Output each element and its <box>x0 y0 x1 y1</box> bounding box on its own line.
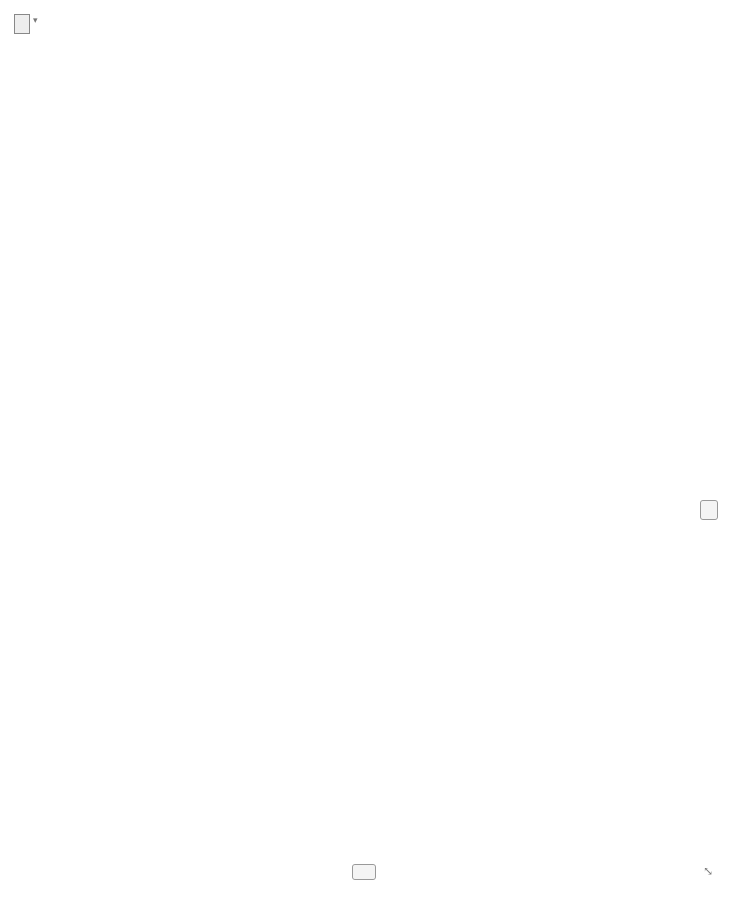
add-column-button[interactable] <box>700 500 718 520</box>
add-row-button[interactable] <box>352 864 376 880</box>
expand-icon[interactable]: ⤡ <box>703 864 714 878</box>
document-icon[interactable] <box>14 14 30 34</box>
chevron-down-icon[interactable]: ▾ <box>33 16 38 26</box>
